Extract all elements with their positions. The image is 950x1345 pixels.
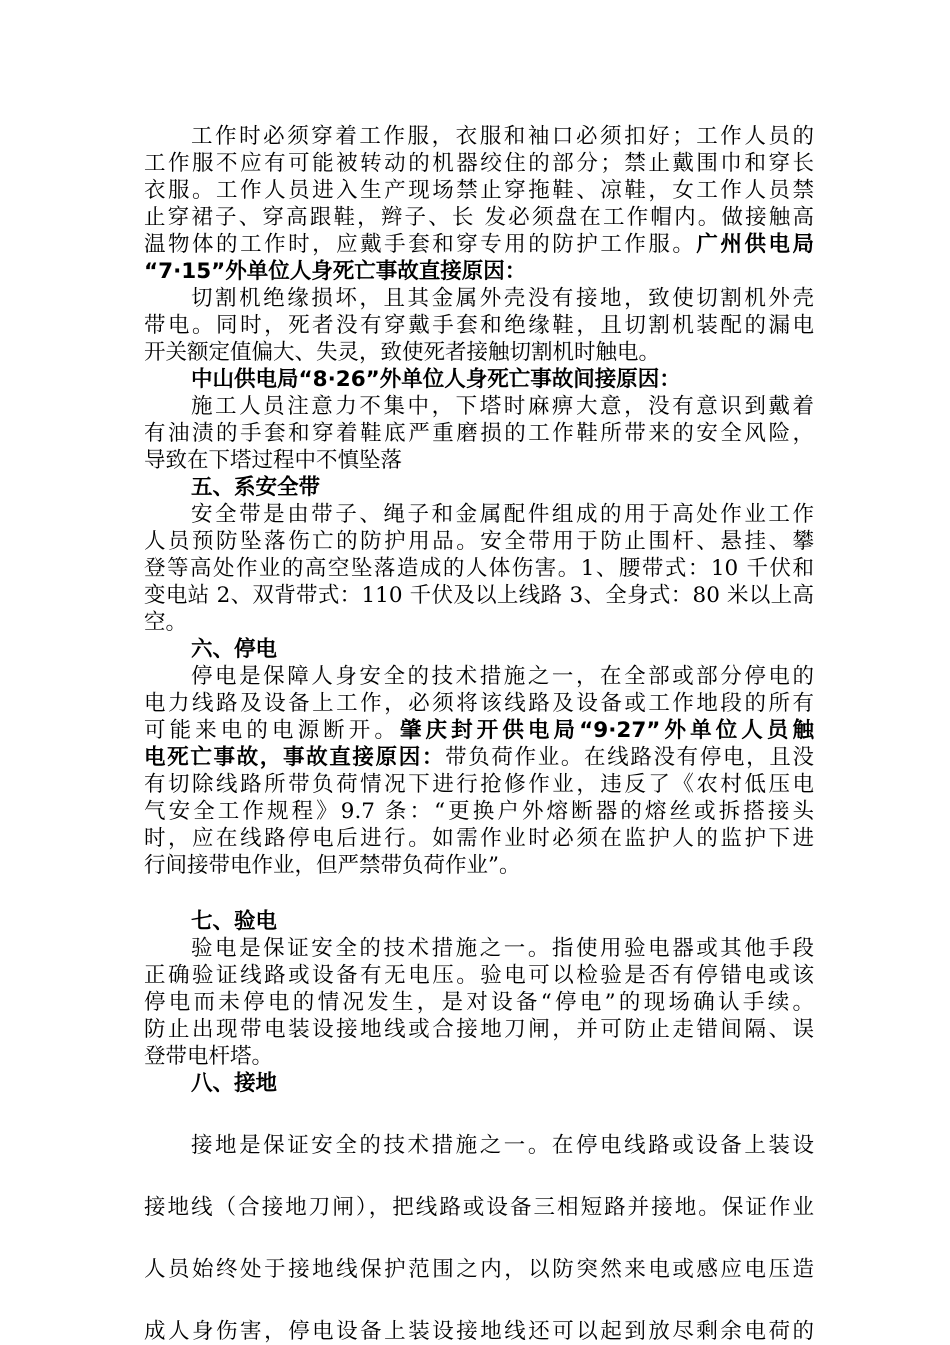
paragraph-line: 人员始终处于接地线保护范围之内，以防突然来电或感应电压造 [144,1257,814,1282]
section-heading: 八、接地 [191,1071,278,1096]
paragraph-line: 停电而未停电的情况发生，是对设备“停电”的现场确认手续。 [144,990,814,1015]
paragraph-line: 气安全工作规程》9.7 条：“更换户外熔断器的熔丝或拆搭接头 [144,799,814,824]
paragraph-line: 电力线路及设备上工作，必须将该线路及设备或工作地段的所有 [144,691,814,716]
paragraph-line: 导致在下塔过程中不慎坠落 [144,448,403,473]
paragraph-line: 切割机绝缘损坏，且其金属外壳没有接地，致使切割机外壳 [191,286,814,311]
paragraph-line: 登等高处作业的高空坠落造成的人体伤害。1、腰带式：10 千伏和 [144,556,814,581]
paragraph-line: 防止出现带电装设接地线或合接地刀闸，并可防止走错间隔、误 [144,1017,814,1042]
paragraph-line: 施工人员注意力不集中，下塔时麻痹大意，没有意识到戴着 [191,394,814,419]
paragraph-line: 成人身伤害，停电设备上装设接地线还可以起到放尽剩余电荷的 [144,1319,814,1344]
paragraph-line: 工作服不应有可能被转动的机器绞住的部分；禁止戴围巾和穿长 [144,151,814,176]
paragraph-line-mixed [144,717,814,744]
paragraph-line-mixed [144,231,814,258]
section-heading: 七、验电 [191,909,278,934]
paragraph-text: 可能来电的电源断开。 [144,718,400,743]
bold-heading-text: 电死亡事故，事故直接原因： [144,745,446,770]
paragraph-line: 工作时必须穿着工作服，衣服和袖口必须扣好；工作人员的 [191,124,814,149]
paragraph-line-mixed [144,744,814,771]
paragraph-line: 正确验证线路或设备有无电压。验电可以检验是否有停错电或该 [144,963,814,988]
paragraph-line: 验电是保证安全的技术措施之一。指使用验电器或其他手段 [191,936,814,961]
bold-heading-text: 肇庆封开供电局“9·27”外单位人员触 [399,718,814,743]
paragraph-line: 有油渍的手套和穿着鞋底严重磨损的工作鞋所带来的安全风险， [144,421,814,446]
paragraph-line: 变电站 2、双背带式：110 千伏及以上线路 3、全身式：80 米以上高 [144,583,814,608]
paragraph-line: 停电是保障人身安全的技术措施之一，在全部或部分停电的 [191,664,814,689]
paragraph-line: 空。 [144,610,188,635]
section-heading: 五、系安全带 [191,475,321,500]
paragraph-text: 带负荷作业。在线路没有停电，且没 [445,745,814,770]
paragraph-line: 接地线（合接地刀闸），把线路或设备三相短路并接地。保证作业 [144,1195,814,1220]
section-heading: 六、停电 [191,637,278,662]
paragraph-line: 带电。同时，死者没有穿戴手套和绝缘鞋，且切割机装配的漏电 [144,313,814,338]
paragraph-text: 温物体的工作时，应戴手套和穿专用的防护工作服。 [144,232,697,257]
section-heading: 中山供电局“8·26”外单位人身死亡事故间接原因： [191,367,681,392]
paragraph-line: 安全带是由带子、绳子和金属配件组成的用于高处作业工作 [191,502,814,527]
bold-heading-text: 广州供电局 [696,232,814,257]
paragraph-line: 接地是保证安全的技术措施之一。在停电线路或设备上装设 [191,1133,814,1158]
paragraph-line: 时，应在线路停电后进行。如需作业时必须在监护人的监护下进 [144,826,814,851]
paragraph-line: 开关额定值偏大、失灵，致使死者接触切割机时触电。 [144,340,661,365]
paragraph-line: 人员预防坠落伤亡的防护用品。安全带用于防止围杆、悬挂、攀 [144,529,814,554]
paragraph-line: 登带电杆塔。 [144,1044,274,1069]
paragraph-line: 衣服。工作人员进入生产现场禁止穿拖鞋、凉鞋，女工作人员禁 [144,178,814,203]
bold-heading-line: “7·15”外单位人身死亡事故直接原因： [144,259,527,284]
paragraph-line: 行间接带电作业，但严禁带负荷作业”。 [144,853,521,878]
paragraph-line: 有切除线路所带负荷情况下进行抢修作业，违反了《农村低压电 [144,772,814,797]
paragraph-line: 止穿裙子、穿高跟鞋，辫子、长 发必须盘在工作帽内。做接触高 [144,205,814,230]
